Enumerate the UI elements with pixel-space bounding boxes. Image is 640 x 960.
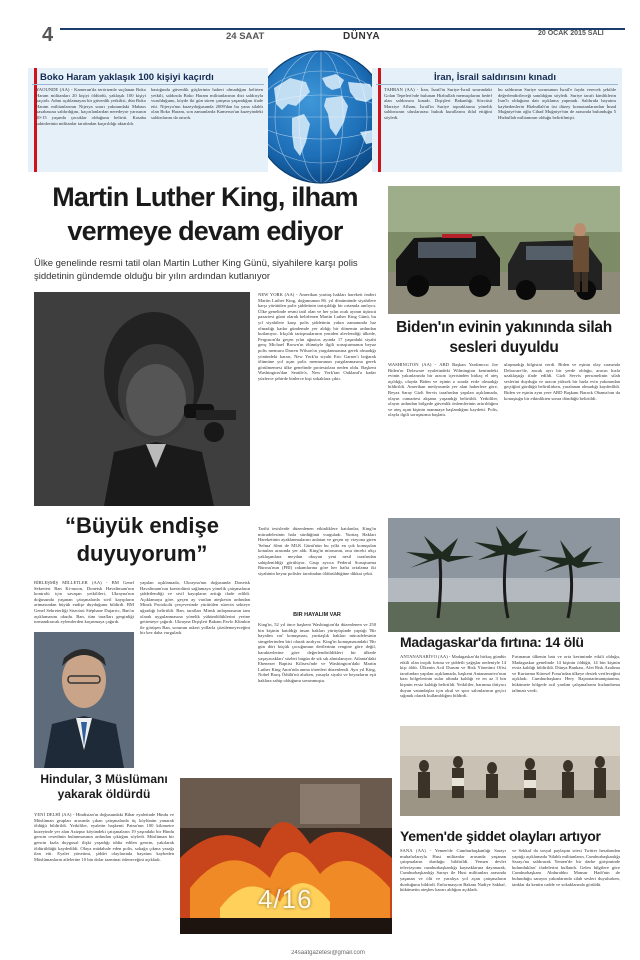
mlk-headline: Martin Luther King, ilham vermeye devam ediyor [52,182,358,246]
mlk-photo [34,292,250,506]
ban-col2: yapılan açıklamada, Ukrayna'nın doğusunda Donetsk Havalimanı'nın kontrolünü sağlamaya yönelik çatışmaların şiddetlendiği ve sivil kayıpların arttığı ifade edildi. Açıklamaya göre, geçen ay varılan ateşkesin ardından Minsk Protokolü çerçevesinde yürütülen sürecin sekteye uğradığı belirtildi. Ban, tarafları Minsk anlaşmasının tam olarak uygulanmasına yönelik yükümlülüklerini yerine getirmeye çağırdı. Ukrayna Dışişleri Bakanı Pavlo Klimkin ile görüşen Ban, sorunun askeri yollarla çözülemeyeceğini bir kez daha vurguladı. [140,580,250,636]
page-number: 4 [42,24,54,46]
biden-col2: ulaşmadığı bilgisini verdi. Biden ve eşinin olay sırasında Delaware'de, ancak ayrı bir yerde olduğu, aracın hızla uzaklaştığı ifade edildi. Gizli Servis personelinin silah seslerini duyduğu ve aracın yüksek bir hızla evin yakınından geçtiğini gördüğü belirtilirken, yaralanan olmadığı kaydedildi. Biden ve eşinin aynı yere ABD Başkanı Barack Obama'nın da konuştuğu bir etkinlikten sonra döndüğü belirtildi. [504,362,620,401]
ban-quote: “Büyük endişe duyuyorum” [64,513,220,566]
date: 20 OCAK 2015 SALI [538,30,604,37]
page-indicator: 4/16 [258,884,313,914]
biden-col1: WASHINGTON (AA) - ABD Başkan Yardımcısı Joe Biden'ın Delaware eyaletindeki Wilmington kentindeki evinin yakınlarında bir aracın içerisinden birkaç el ateş açıldığı, olayda Biden ve eşinin o sırada evde olmadığı bildirildi. Amerikan medyasında yer alan haberlere göre, Beyaz Saray Gizli Servis tarafından yapılan açıklamada, olayın cumartesi akşamı yaşandığı belirtildi. Yetkililer, olayın ardından bölgede güvenlik önlemlerinin artırıldığını ve ateş açan kişinin aranmaya başlandığını kaydetti. Polis, olayla ilgili soruşturma başlattı. [388,362,498,418]
boko-haram-col2: bastığında güvenlik güçlerinin haberi olmadığını belirten yetkili, saldırıda Boko Haram militanlarının dizi saldırıyla vurulduğunu, köyde iki gün süren çatışma yaşandığını ifade etti. Nijerya'nın kuzeydoğusunda 2009'dan bu yana silahlı olan Boko Haram, son zamanlarda Kamerun'un kuzeyindeki saldırılarını da artırdı. [151,87,263,120]
section-left: 24 SAAT [226,31,265,42]
biden-police-photo [388,186,620,314]
iran-col2: bu saldırının Suriye sorununun İsrail'e fayda verecek şekilde değerlendirileceği sanıldığını söyledi. Suriye tarafı kimliklerin İran'lı olduğuna dair açıklama yapmadı. Saldırıda hayatını kaybedenlerin Hizbullah'ın üst düzey komutanlarından İmad Muğniye'nin oğlu Cihad Muğniye'nin de arasında bulunduğu 5 Hizbullah militanının olduğu belirtilmişti. [498,87,616,120]
mlk-subheadline: Ülke genelinde resmi tatil olan Martin Luther King Günü, siyahilere karşı polis şiddetinin gündemde olduğu bir yılın ardından kutlanıyor [34,258,358,282]
boko-haram-box [28,68,268,172]
hindular-fire-photo [180,778,392,934]
hindular-headline: Hindular, 3 Müslümanı yakarak öldürdü [40,772,168,801]
hindular-body: YENİ DELHİ (AA) - Hindistan'ın doğusundaki Bihar eyaletinde Hindu ve Müslüman grupları arasında çıkan çatışmalarda üç köylünün yanarak öldüğü bildirildi. Yetkililer, eyaletin başkenti Patna'nın 100 kilometre kuzeyinde yer alan Azizpur köyündeki çatışmaların 19 yaşındaki bir Hindu gencin cesedinin bulunmasının ardından çıktığını söyledi. Müslüman bir gencin kızla duygusal ilişki yaşadığı iddia edilen gencin, yakılarak öldürüldüğü kaydedildi. Olaya müdahale eden polis, sokağa çıkma yasağı ilan etti. Eyalet yönetimi, şiddet olaylarında hayatını kaybeden Müslümanların ailelerine 10 bin dolar tazminat ödeneceğini açıkladı. [34,812,174,862]
boko-haram-col1: YAOUNDE (AA) - Kamerun'da terörizmle suçlanan Boko Haram militanları 20 kişiyi öldürdü, yaklaşık 100 kişiyi kaçırdı. Adını açıklamayan bir güvenlik yetkilisi, dün Boko Haram militanlarının Nijerya sınırı yakınındaki Mabass kasabasına saldırdığını, kaçırılanlardan neredeyse yarısının 10-15 yaşında çocuklar olduğunu belirtti. Kasaba sakinlerinin militanlar tarafından kaçırıldığı aktarıldı. [36,87,146,126]
mlk-body-1: NEW YORK (AA) - Amerikan yurttaş hakları hareketi önderi Martin Luther King, doğumunun 86. yıl dönümünde siyahilere karşı yürütülen polis şiddetinin tartışıldığı bir ortamda anılıyor. Ülke genelinde resmi tatil olan ve her yılın ocak ayının üçüncü pazartesi günü olarak belirlenen Martin Luther King Günü, bu yıl siyahilere karşı polis şiddetinin yakın zamanında hız olmadığı kadar gündemde yer aldığı bir dönemin ardından kutlanıyor. Irkçılık tartışmalarının yeniden alevlendiği ülkede, Ferguson'da geçen yılın ağustos ayında 17 yaşındaki siyahi genç Michael Brown'ın ölümüyle ilgili soruşturmanın beyaz polis memuru Darren Wilson'ın yargılanmasına gerek olmadığı yönündeki kararı, New York'ta siyahi Eric Garner'ı boğarak ölümüne yol açan polis memurunun yargılanmasına gerek görülmemesi ülke genelinde protestolara neden oldu. Başkent Washington'dan Seattle'a, New York'tan Oakland'a kadar yüzlerce şehirde binlerce kişi sokaklara çıktı. [258,292,376,381]
mlk-body-3: King'in, 52 yıl önce başkent Washington'da düzenlenen ve 250 bin kişinin katıldığı insan hakları yürüyüşünde yaptığı 'Bir hayalim var' konuşması, yurttaşlık hakları mücadelesinin simgelerinden biri olarak anılıyor. King'in konuşmasındaki 'Bir gün dört küçük çocuğumun derilerinin rengine göre değil, karakterlerine göre değerlendirildikleri bir ülkede yaşayacakları' sözleri bugün de sık sık alıntılanıyor. Atlanta'daki Ebenezer Baptist Kilisesi'nde ve Washington'daki Martin Luther King Anıtı'nda anma törenleri düzenlendi. Ayrı yıl King, Nobel Barış Ödülü'nü alırken, yasayla siyahi ve beyazların eşit haklara sahip olduğunu savunmuştu. [258,622,376,683]
ban-col1: BİRLEŞMİŞ MİLLETLER (AA) - BM Genel Sekreteri Ban Ki-moon, Donetsk Havalimanı'nın kontrolü için savaşan yetkilileri, Ukrayna'nın doğusunda yaşanan çatışmalarda sivil kayıpların artmasından büyük endişe duyduğunu bildirdi. BM Genel Sekreterliği Sözcüsü Stéphane Dujarric, Ban'ın açıklamasını okudu. Ban, tüm tarafları gerginliği tırmandıracak eylemlerden kaçınmaya çağırdı. [34,580,134,625]
biden-headline: Biden'ın evinin yakınında silah sesleri duyuldu [396,319,612,356]
globe-graphic [252,48,390,186]
iran-title: İran, İsrail saldırısını kınadı [434,72,556,83]
mlk-body-2: Tarihi tesislerde düzenlenen etkinliklere katılanlar, King'in mücadelesinin hala sürdüğünü vurguladı. Yurttaş Hakları Hareketinin ayaklanmalarını anlatan ve geçen ay vizyona giren 'Selma' filmi de MLK Günü'nün bu yılki en çok konuşulan konuları arasında yer aldı. King'in mirasının, onu önceki ırkçı yaklaşımlara meydan okuyan yeni nesil tarafından sahiplenildiği görülüyor. Grup ayrıca Federal Soruşturma Bürosu'nun (FBI) rakamlarına göre her hafta ortalama iki siyahinin beyaz polisler tarafından öldürüldüğüne dikkat çekti. [258,526,376,576]
section-center: DÜNYA [343,31,381,42]
iran-box [372,68,622,172]
ban-ki-moon-photo [34,632,134,768]
madagascar-col2: Fırtınanın ülkenin batı ve orta kesiminde etkili olduğu, Madagaskar genelinde 14 kişinin öldüğü, 14 bin kişinin evsiz kaldığı bildirildi. Dünya Bankası, Afet Risk Azaltma ve Kurtarma Küresel Fonu'ndan ülkeye destek verileceğini açıkladı. Cumhurbaşkanı Hery Rajaonarimampianina, hükümete bölgede acil yardım çalışmalarını hızlandırma talimatı verdi. [512,654,620,693]
boko-haram-title: Boko Haram yaklaşık 100 kişiyi kaçırdı [40,72,214,83]
footer-website: 24saatgazetesi@gmail.com [291,950,365,956]
iran-col1: TAHRAN (AA) - İran, İsrail'in Suriye-İsrail sınırındaki Golan Tepeleri'nde bulunan Hizbullah mensuplarını hedef alan saldırısını kınadı. Dışişleri Bakanlığı Sözcüsü Marziye Afham, İsrail'in Suriye topraklarına yönelik saldırısının uluslararası hukuk kurallarını ihlal ettiğini söyledi. [384,87,492,120]
yemen-protest-photo [400,726,620,816]
yemen-col2: ve Sekkaf da sosyal paylaşım sitesi Twitter hesabından yaptığı açıklamada 'Silahlı militanların, Cumhurbaşkanlığı Sarayı'na saldırarak Yemen'de bir darbe girişiminde bulundukları' ifadelerini kullandı. Gelen bilgilere göre Cumhurbaşkanı Abdurabbu Mansur Hadi'nin de bulunduğu sarayın yakınlarında silah sesleri duyulurken, tanklar da kentin cadde ve sokaklarında görüldü. [512,848,620,887]
masthead [0,0,640,50]
yemen-headline: Yemen'de şiddet olayları artıyor [400,828,601,844]
madagascar-headline: Madagaskar'da fırtına: 14 ölü [400,634,584,650]
madagascar-storm-photo [388,518,620,632]
mlk-subhead-inline: BİR HAYALİM VAR [293,612,341,618]
yemen-col1: SANA (AA) - Yemen'de Cumhurbaşkanlığı Sarayı muhafızlarıyla Husi militanlar arasında yaşanan çatışmaların durduğu bildirildi. Yemen devlet televizyonu cumhurbaşkanlığı kaynaklarına dayanarak, Cumhurbaşkanlığı Sarayı ile Husi militanları arasında yaşanan ve ölü ve yaralıya yol açan çatışmaların durduğunu bildirdi. Enformasyon Bakanı Nadiye Sakkaf, hükümetin ateşkes kararı aldığını açıkladı. [400,848,506,893]
madagascar-col1: ANTANANARİVO (AA) - Madagaskar'da birkaç gündür etkili olan tropik fırtına ve şiddetli yağışlar nedeniyle 14 kişi öldü. Ülkenin Acil Durum ve Risk Yönetimi Ofisi tarafından yapılan açıklamada, başkent Antananarivo'nun bazı bölgelerinin sular altında kaldığı ve en az 3 bin kişinin evsiz kaldığı belirtildi. Yetkililer, barınma ihtiyacı duyan vatandaşlar için okul ve spor salonlarının geçici sığınak olarak kullanıldığını bildirdi. [400,654,506,699]
